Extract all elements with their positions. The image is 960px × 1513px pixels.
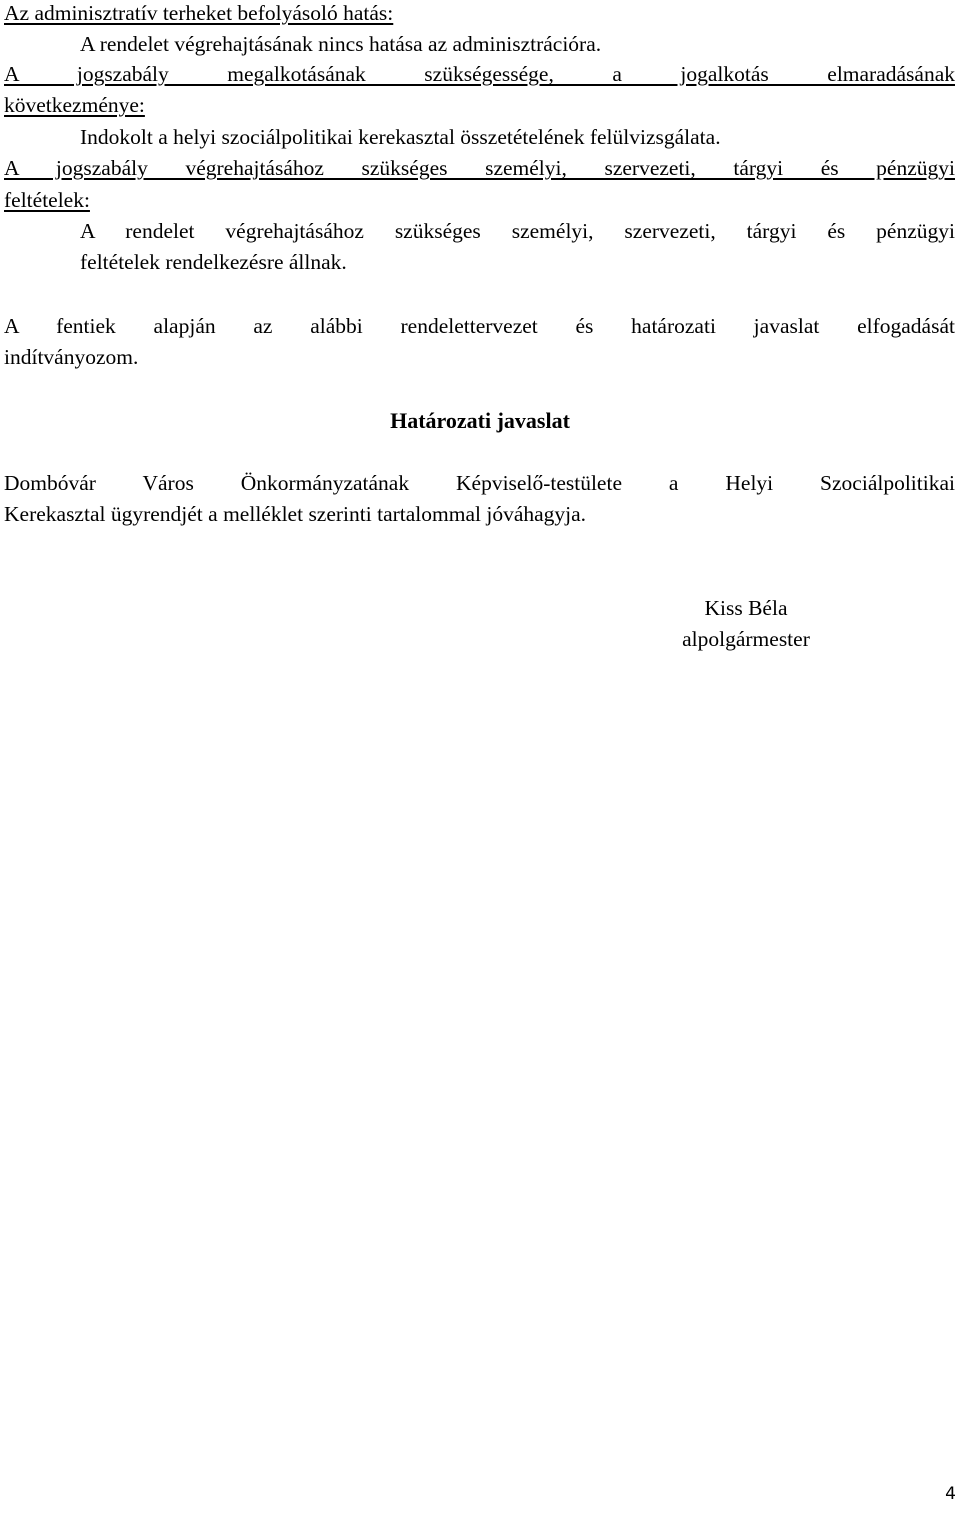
admin-burden-heading: Az adminisztratív terheket befolyásoló hatás: bbox=[4, 1, 394, 25]
resolution-line-2: Kerekasztal ügyrendjét a melléklet szerinti tartalommal jóváhagyja. bbox=[4, 502, 587, 526]
proposal-line-1: A fentiek alapján az alábbi rendelettervezet és határozati javaslat elfogadását bbox=[4, 314, 955, 338]
conditions-heading-line-1: A jogszabály végrehajtásához szükséges személyi, szervezeti, tárgyi és pénzügyi bbox=[4, 156, 955, 180]
necessity-heading-line-1: A jogszabály megalkotásának szükségessége, a jogalkotás elmaradásának bbox=[4, 62, 955, 86]
resolution-line-1: Dombóvár Város Önkormányzatának Képviselő-testülete a Helyi Szociálpolitikai bbox=[4, 471, 955, 495]
signatory-title: alpolgármester bbox=[682, 627, 810, 651]
necessity-text: Indokolt a helyi szociálpolitikai kerekasztal összetételének felülvizsgálata. bbox=[80, 125, 721, 149]
signatory-name: Kiss Béla bbox=[704, 596, 788, 620]
resolution-title: Határozati javaslat bbox=[390, 408, 570, 433]
necessity-heading-line-2: következménye: bbox=[4, 93, 145, 117]
conditions-heading-line-2: feltételek: bbox=[4, 188, 90, 212]
proposal-line-2: indítványozom. bbox=[4, 345, 139, 369]
admin-burden-text: A rendelet végrehajtásának nincs hatása az adminisztrációra. bbox=[80, 32, 602, 56]
conditions-text-line-1: A rendelet végrehajtásához szükséges személyi, szervezeti, tárgyi és pénzügyi bbox=[80, 219, 955, 243]
page-number: 4 bbox=[945, 1484, 956, 1504]
conditions-text-line-2: feltételek rendelkezésre állnak. bbox=[80, 250, 347, 274]
